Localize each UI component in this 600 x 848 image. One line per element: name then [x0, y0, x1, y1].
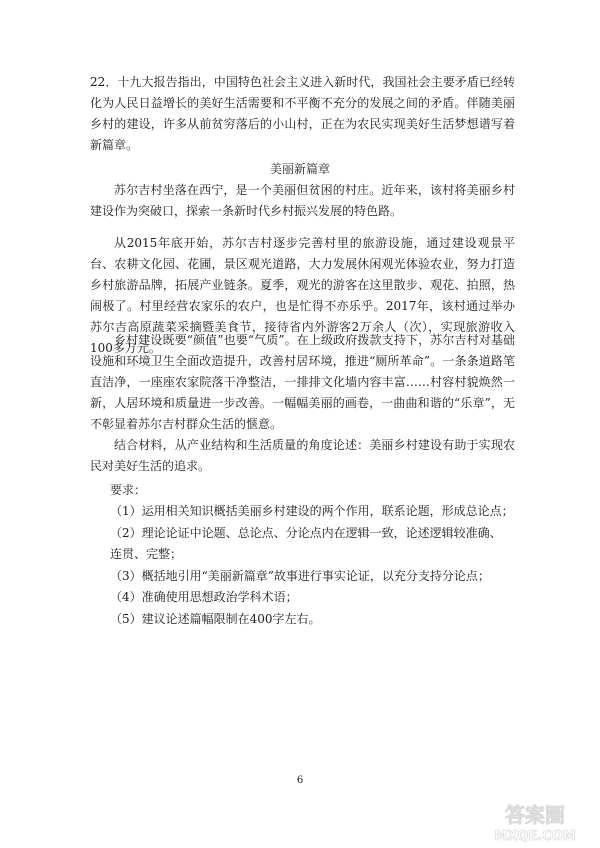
requirement-3: （3）概括地引用“美丽新篇章”故事进行事实论证，以充分支持分论点； — [110, 568, 490, 583]
page-number: 6 — [296, 775, 304, 786]
watermark-line2: MXQE.COM — [494, 829, 576, 844]
watermark-line1: 答案圈 — [505, 803, 565, 827]
watermark-logo — [480, 800, 590, 845]
requirement-1: （1）运用相关知识概括美丽乡村建设的两个作用，联系论题，形成总论点； — [110, 504, 514, 518]
requirement-2: （2）理论论证中论题、总论点、分论点内在逻辑一致，论述逻辑较准确、 — [110, 525, 502, 540]
requirements-list — [110, 501, 520, 630]
requirement-2-continued: 连贯、完整； — [110, 547, 183, 561]
requirement-5: （5）建议论述篇幅限制在400字左右。 — [110, 611, 321, 626]
question-intro: 22．十九大报告指出，中国特色社会主义进入新时代，我国社会主要矛盾已经转化为人民日益增长的美好生活需要和不平衡不充分的发展之间的矛盾。伴随美丽乡村的建设，许多从前贫穷落后的小山村，正在为农民实现美好生活梦想谱写着新篇章。 — [90, 75, 515, 152]
article-title: 美丽新篇章 — [269, 162, 330, 176]
requirements-heading: 要求： — [110, 483, 147, 497]
requirement-4: （4）准确使用思想政治学科术语； — [110, 590, 298, 604]
task-statement: 结合材料，从产业结构和生活质量的角度论述：美丽乡村建设有助于实现农民对美好生活的追求。 — [90, 438, 515, 473]
article-paragraph-2: 从2015年底开始，苏尔吉村逐步完善村里的旅游设施，通过建设观景平台、农耕文化园、花圃，景区观光道路，大力发展休闲观光体验农业，努力打造乡村旅游品牌，拓展产业链条。夏季，观光的游客在这里散步、观花、拍照，热闹极了。村里经营农家乐的农户，也是忙得不亦乐乎。2017年，该村通过举办苏尔吉高原蔬菜采摘暨美食节，接待省内外游客2万余人（次），实现旅游收入100多万元。 — [90, 236, 515, 355]
article-paragraph-3: 乡村建设既要“颜值”也要“气质”。在上级政府拨款支持下，苏尔吉村对基础设施和环境卫生全面改造提升，改善村居环境，推进“厕所革命”。一条条道路笔直洁净，一座座农家院落干净整洁，一排排文化墙内容丰富……村容村貌焕然一新，人居环境和质量进一步改善。一幅幅美丽的画卷，一曲曲和谐的“乐章”，无不彰显着苏尔吉村群众生活的惬意。 — [90, 333, 515, 431]
article-paragraph-1: 苏尔吉村坐落在西宁，是一个美丽但贫困的村庄。近年来，该村将美丽乡村建设作为突破口，探索一条新时代乡村振兴发展的特色路。 — [90, 183, 515, 218]
